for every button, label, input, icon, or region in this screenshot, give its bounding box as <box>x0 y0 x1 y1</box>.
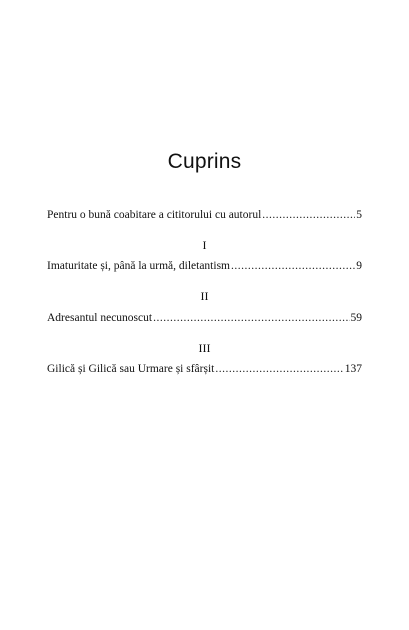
toc-entry-label: Imaturitate și, până la urmă, diletantism <box>47 260 230 272</box>
toc-entry-page: 5 <box>356 209 362 221</box>
part-heading: II <box>200 289 209 303</box>
dot-leader <box>215 362 343 376</box>
toc-entry-page: 59 <box>350 312 362 324</box>
toc-entry-page: 9 <box>356 260 362 272</box>
toc-entry <box>47 259 362 273</box>
toc-entry-page: 137 <box>344 363 362 375</box>
toc-entry-label: Pentru o bună coabitare a cititorului cu autorul <box>47 209 262 221</box>
dot-leader <box>262 208 355 222</box>
dot-leader <box>153 311 349 325</box>
part-heading: I <box>202 238 207 252</box>
toc-entry <box>47 362 362 376</box>
toc-entry-label: Adresantul necunoscut <box>47 312 153 324</box>
page-title: Cuprins <box>167 150 242 173</box>
part-heading: III <box>198 341 211 355</box>
dot-leader <box>231 259 355 273</box>
toc-entry <box>47 311 362 325</box>
toc-entry <box>47 208 362 222</box>
toc-entry-label: Gilică și Gilică sau Urmare și sfârșit <box>47 363 215 375</box>
